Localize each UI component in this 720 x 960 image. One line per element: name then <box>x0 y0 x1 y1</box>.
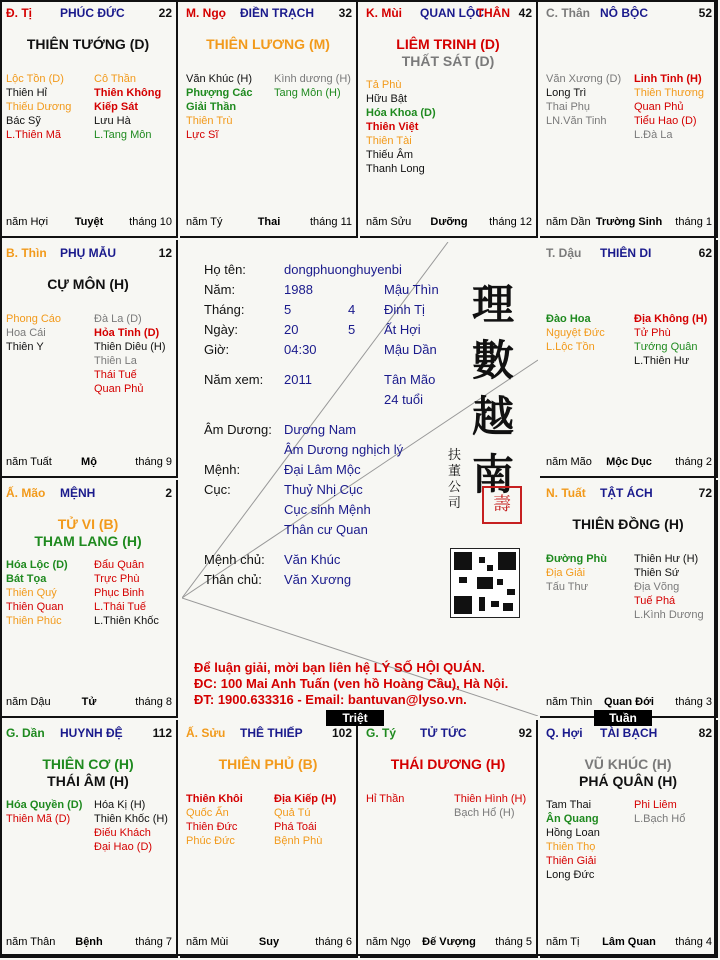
month-value: 5 <box>284 302 292 317</box>
minor-star: L.Đà La <box>634 129 673 141</box>
palace-footer <box>546 216 712 230</box>
day-value: 20 <box>284 322 299 337</box>
palace-phase: Quan Đới <box>604 696 654 708</box>
minor-stars-left <box>6 312 61 354</box>
palace-footer <box>6 936 172 950</box>
palace-phase: Mộ <box>81 456 97 468</box>
minor-stars-left <box>6 558 68 628</box>
minor-star: Bác Sỹ <box>6 115 41 127</box>
minor-star: Nguyệt Đức <box>546 327 605 339</box>
minor-star: Kiếp Sát <box>94 101 139 113</box>
minor-star: Tang Môn (H) <box>274 87 341 99</box>
minor-star: L.Tang Môn <box>94 129 152 141</box>
minor-star: Đại Hao (D) <box>94 841 153 853</box>
main-stars <box>360 36 536 70</box>
year-can: Mậu Thìn <box>384 282 439 297</box>
palace-can: Ấ. Sửu <box>186 726 226 740</box>
month-label: Tháng: <box>204 302 245 317</box>
minor-star: Thai Phụ <box>546 101 591 113</box>
minor-star: Thiên Hình (H) <box>454 793 527 805</box>
palace-age: 92 <box>518 726 532 740</box>
minor-star: Quan Phủ <box>94 383 144 395</box>
palace-age: 82 <box>698 726 712 740</box>
palace-month: tháng 7 <box>135 936 172 948</box>
palace-year: năm Sửu <box>366 216 412 228</box>
palace-name: PHÚC ĐỨC <box>60 6 125 20</box>
palace-age: 72 <box>698 486 712 500</box>
view-age: 24 tuổi <box>384 392 424 407</box>
minor-star: L.Thiên Khốc <box>94 615 159 627</box>
hour-can: Mậu Dần <box>384 342 437 357</box>
minor-stars-right <box>274 72 351 100</box>
minor-stars-left <box>6 798 82 826</box>
main-stars <box>540 756 716 790</box>
minor-star: Quan Phủ <box>634 101 684 113</box>
minor-star: Thiên Tài <box>366 135 412 147</box>
day-label: Ngày: <box>204 322 238 337</box>
minor-star: Thiên Khốc (H) <box>94 813 168 825</box>
minor-star: Thiếu Dương <box>6 101 72 113</box>
main-star: THIÊN CƠ (H) <box>42 756 134 772</box>
minor-stars-left <box>546 552 607 594</box>
main-stars <box>540 516 716 533</box>
minor-stars-left <box>6 72 71 142</box>
palace-phase: Bệnh <box>75 936 103 948</box>
palace-month: tháng 11 <box>309 216 352 228</box>
thanchu-label: Thân chủ: <box>204 572 262 587</box>
minor-star: Giải Thần <box>186 101 237 113</box>
palace-age: 52 <box>698 6 712 20</box>
minor-star: L.Bạch Hổ <box>634 813 686 825</box>
palace-phase: Suy <box>258 936 280 948</box>
palace-phase: Tử <box>81 696 97 708</box>
palace-month: tháng 4 <box>675 936 712 948</box>
palace-year: năm Mùi <box>186 936 229 948</box>
minor-stars-left <box>546 312 605 354</box>
palace-header <box>6 726 172 742</box>
minor-star: Thiên Hư (H) <box>634 553 699 565</box>
minor-stars-left <box>546 72 621 128</box>
minor-star: Phục Binh <box>94 587 145 599</box>
minor-star: Phá Toái <box>274 821 317 833</box>
main-star: THÁI ÂM (H) <box>47 773 129 789</box>
palace-can: M. Ngọ <box>186 6 226 20</box>
palace-year: năm Hợi <box>6 216 49 228</box>
main-star: THIÊN TƯỚNG (D) <box>26 36 150 52</box>
minor-stars-right <box>94 558 159 628</box>
thanchu-value: Văn Xương <box>284 572 352 587</box>
minor-star: Long Đức <box>546 869 595 881</box>
calligraphy-char-2: 數 <box>472 336 515 385</box>
palace-age: 2 <box>165 486 172 500</box>
minor-star: Phúc Đức <box>186 835 235 847</box>
palace-month: tháng 5 <box>495 936 532 948</box>
minor-stars-right <box>94 312 166 396</box>
palace-header <box>546 486 712 502</box>
main-star: VŨ KHÚC (H) <box>584 756 672 772</box>
minor-star: Thiên Phúc <box>6 615 62 627</box>
palace-footer <box>546 456 712 470</box>
minor-stars-right <box>634 552 704 622</box>
minor-star: LN.Văn Tinh <box>546 115 607 127</box>
view-year-can: Tân Mão <box>384 372 436 387</box>
minor-star: Văn Xương (D) <box>546 73 622 85</box>
main-stars <box>0 276 176 293</box>
palace-footer <box>366 936 532 950</box>
contact-line-3: ĐT: 1900.633316 - Email: bantuvan@lyso.vn. <box>194 692 467 707</box>
hour-label: Giờ: <box>204 342 230 357</box>
minor-stars-right <box>94 798 168 854</box>
palace-header <box>6 246 172 262</box>
palace-dan <box>0 720 178 958</box>
minor-star: Thiên La <box>94 355 137 367</box>
minor-star: Thiên Mã (D) <box>6 813 71 825</box>
palace-month: tháng 12 <box>489 216 532 228</box>
minor-star: Thiếu Âm <box>366 149 414 161</box>
palace-phase: Tuyệt <box>74 216 104 228</box>
day-lunar: 5 <box>348 322 356 337</box>
palace-phase: Mộc Dục <box>606 456 652 468</box>
minor-star: Địa Giải <box>546 567 586 579</box>
main-star: THIÊN LƯƠNG (M) <box>206 36 330 52</box>
palace-ngo <box>180 0 358 238</box>
year-value: 1988 <box>284 282 313 297</box>
palace-name: THÊ THIẾP <box>240 726 303 740</box>
minor-star: Thiên Không <box>94 87 162 99</box>
minor-star: Thái Tuế <box>94 369 137 381</box>
cuc-value2: Cục sinh Mệnh <box>284 502 371 517</box>
palace-age: 42 <box>518 6 532 20</box>
cuc-value3: Thân cư Quan <box>284 522 368 537</box>
triet-tag: Triệt <box>326 710 384 726</box>
palace-age: 62 <box>698 246 712 260</box>
palace-hoi <box>540 720 718 958</box>
minor-star: Linh Tinh (H) <box>634 73 702 85</box>
palace-age: 32 <box>338 6 352 20</box>
minor-star: Bạch Hổ (H) <box>454 807 515 819</box>
minor-star: Quả Tú <box>274 807 311 819</box>
center-panel <box>182 242 538 716</box>
palace-tuat <box>540 480 718 718</box>
menh-value: Đại Lâm Mộc <box>284 462 361 477</box>
minor-star: Thiên Thương <box>634 87 705 99</box>
minor-star: Lưu Hà <box>94 115 131 127</box>
cuc-label: Cục: <box>204 482 231 497</box>
palace-footer <box>6 216 172 230</box>
qr-code[interactable] <box>450 548 520 618</box>
calligraphy-char-4: 南 <box>472 450 515 499</box>
minor-star: Phong Cáo <box>6 313 62 325</box>
minor-star: Hữu Bật <box>366 93 407 105</box>
palace-header <box>546 726 712 742</box>
palace-can: B. Thìn <box>6 246 47 260</box>
palace-header <box>6 6 172 22</box>
palace-header <box>366 726 532 742</box>
month-lunar: 4 <box>348 302 356 317</box>
main-star: CỰ MÔN (H) <box>47 276 129 292</box>
main-stars <box>180 36 356 53</box>
palace-header <box>546 246 712 262</box>
minor-star: Tướng Quân <box>634 341 698 353</box>
minor-star: Thiên Đức <box>186 821 238 833</box>
palace-header <box>546 6 712 22</box>
main-stars <box>180 756 356 773</box>
minor-star: Hóa Quyền (D) <box>6 799 83 811</box>
minor-star: Địa Võng <box>634 581 680 593</box>
palace-mui <box>360 0 538 238</box>
minor-star: Lực Sĩ <box>186 129 219 141</box>
main-stars <box>0 36 176 53</box>
palace-name: THIÊN DI <box>600 246 652 260</box>
minor-star: Lộc Tồn (D) <box>6 73 64 85</box>
palace-dau <box>540 240 718 478</box>
minor-star: Phi Liêm <box>634 799 677 811</box>
minor-stars-left <box>366 792 404 806</box>
palace-month: tháng 3 <box>675 696 712 708</box>
palace-phase: Dưỡng <box>430 216 468 228</box>
palace-year: năm Dần <box>546 216 591 228</box>
minor-star: Tam Thai <box>546 799 592 811</box>
minor-stars-right <box>454 792 526 820</box>
minor-star: Thiên Trù <box>186 115 233 127</box>
palace-year: năm Thân <box>6 936 56 948</box>
menhchu-value: Văn Khúc <box>284 552 341 567</box>
minor-star: Hỏa Tinh (D) <box>94 327 160 339</box>
minor-star: Văn Khúc (H) <box>186 73 253 85</box>
minor-star: Thiên Quý <box>6 587 57 599</box>
minor-star: L.Thái Tuế <box>94 601 146 613</box>
minor-star: Hóa Kị (H) <box>94 799 146 811</box>
palace-header <box>186 6 352 22</box>
main-stars <box>0 756 176 790</box>
palace-age: 102 <box>331 726 352 740</box>
minor-star: Tử Phù <box>634 327 671 339</box>
minor-star: Bát Tọa <box>6 573 47 585</box>
seal-stamp: 壽 <box>482 486 522 524</box>
main-star: TỬ VI (B) <box>57 516 119 532</box>
minor-star: Hoa Cái <box>6 327 46 339</box>
palace-month: tháng 9 <box>135 456 172 468</box>
minor-star: Long Trì <box>546 87 587 99</box>
minor-star: Quốc Ấn <box>186 807 229 819</box>
minor-star: Tấu Thư <box>546 581 589 593</box>
palace-can: Q. Hợi <box>546 726 583 740</box>
minor-star: Điếu Khách <box>94 827 151 839</box>
view-year-value: 2011 <box>284 372 312 387</box>
minor-stars-left <box>366 78 436 176</box>
minor-star: Địa Kiếp (H) <box>274 793 337 805</box>
minor-stars-right <box>274 792 336 848</box>
minor-stars-left <box>186 72 253 142</box>
palace-ty <box>360 720 538 958</box>
year-label: Năm: <box>204 282 236 297</box>
minor-star: Kình dương (H) <box>274 73 351 85</box>
palace-can: T. Dậu <box>546 246 582 260</box>
palace-year: năm Tý <box>186 216 223 228</box>
palace-year: năm Tuất <box>6 456 52 468</box>
palace-footer <box>186 216 352 230</box>
palace-year: năm Tị <box>546 936 580 948</box>
amduong-value: Dương Nam <box>284 422 357 437</box>
minor-star: Thiên Hỉ <box>6 87 47 99</box>
minor-stars-right <box>634 312 707 368</box>
palace-header <box>186 726 352 742</box>
main-star: LIÊM TRINH (D) <box>396 36 500 52</box>
palace-phase: Thai <box>257 216 281 228</box>
minor-star: Địa Không (H) <box>634 313 708 325</box>
minor-stars-right <box>94 72 161 142</box>
calligraphy-char-1: 理 <box>472 280 515 329</box>
minor-star: Trực Phù <box>94 573 140 585</box>
tuan-tag: Tuần <box>594 710 652 726</box>
cuc-value: Thuỷ Nhị Cục <box>284 482 363 497</box>
main-stars <box>0 516 176 550</box>
minor-star: Đẩu Quân <box>94 559 145 571</box>
palace-footer <box>186 936 352 950</box>
palace-can: Đ. Tị <box>6 6 32 20</box>
minor-star: Đào Hoa <box>546 313 591 325</box>
palace-thin <box>0 240 178 478</box>
palace-can: C. Thân <box>546 6 590 20</box>
minor-star: Cô Thần <box>94 73 136 85</box>
month-can: Đinh Tị <box>384 302 425 317</box>
palace-age: 12 <box>158 246 172 260</box>
minor-stars-right <box>634 72 704 142</box>
name-label: Họ tên: <box>204 262 246 277</box>
hour-value: 04:30 <box>284 342 317 357</box>
main-star: THÁI DƯƠNG (H) <box>390 756 506 772</box>
palace-suu <box>180 720 358 958</box>
minor-star: L.Thiên Mã <box>6 129 62 141</box>
main-stars <box>360 756 536 773</box>
palace-age: 22 <box>158 6 172 20</box>
minor-star: Thiên Giải <box>546 855 597 867</box>
minor-star: Hồng Loan <box>546 827 600 839</box>
palace-age: 112 <box>152 726 172 740</box>
menh-label: Mệnh: <box>204 462 241 477</box>
side-vertical-text: 扶 董 公 司 <box>448 448 462 511</box>
than-marker: THÂN <box>476 6 510 20</box>
palace-mao <box>0 480 178 718</box>
palace-can: Ấ. Mão <box>6 486 46 500</box>
palace-header <box>366 6 532 22</box>
palace-footer <box>546 936 712 950</box>
amduong-label: Âm Dương: <box>204 422 272 437</box>
palace-name: PHỤ MẪU <box>60 246 116 260</box>
name-value: dongphuonghuyenbi <box>284 262 402 277</box>
minor-star: Thiên Sứ <box>634 567 680 579</box>
minor-star: L.Thiên Hư <box>634 355 690 367</box>
minor-star: Phượng Các <box>186 87 253 99</box>
palace-can: K. Mùi <box>366 6 402 20</box>
minor-star: Thiên Diêu (H) <box>94 341 166 353</box>
palace-phase: Lâm Quan <box>602 936 656 948</box>
palace-name: ĐIỀN TRẠCH <box>240 6 314 20</box>
palace-name: NÔ BỘC <box>600 6 648 20</box>
minor-star: Thiên Y <box>6 341 44 353</box>
palace-year: năm Mão <box>546 456 592 468</box>
palace-name: QUAN LỘC <box>420 6 484 20</box>
palace-can: G. Tý <box>366 726 397 740</box>
minor-star: Bệnh Phù <box>274 835 323 847</box>
minor-stars-left <box>186 792 243 848</box>
minor-star: L.Lộc Tồn <box>546 341 595 353</box>
minor-star: L.Kình Dương <box>634 609 704 621</box>
palace-name: TÀI BẠCH <box>600 726 658 740</box>
palace-footer <box>546 696 712 710</box>
palace-year: năm Dậu <box>6 696 51 708</box>
palace-footer <box>6 456 172 470</box>
minor-star: Thiên Việt <box>366 121 419 133</box>
minor-star: Ân Quang <box>546 813 599 825</box>
minor-star: Hóa Lộc (D) <box>6 559 68 571</box>
minor-star: Thiên Quan <box>6 601 64 613</box>
contact-line-1: Để luận giải, mời bạn liên hệ LÝ SỐ HỘI QUÁN. <box>194 660 485 675</box>
menhchu-label: Mệnh chủ: <box>204 552 265 567</box>
minor-star: Tuế Phá <box>634 595 676 607</box>
palace-can: N. Tuất <box>546 486 586 500</box>
palace-header <box>6 486 172 502</box>
contact-line-2: ĐC: 100 Mai Anh Tuấn (ven hồ Hoàng Cầu), Hà Nội. <box>194 676 509 691</box>
palace-month: tháng 1 <box>675 216 712 228</box>
palace-ti <box>0 0 178 238</box>
palace-name: HUYNH ĐỆ <box>60 726 123 740</box>
palace-name: MỆNH <box>60 486 96 500</box>
day-can: Ất Hợi <box>384 322 421 337</box>
main-star: PHÁ QUÂN (H) <box>579 773 677 789</box>
main-star: THIÊN ĐỒNG (H) <box>572 516 684 532</box>
palace-month: tháng 10 <box>129 216 172 228</box>
palace-footer <box>366 216 532 230</box>
palace-name: TẬT ÁCH <box>600 486 653 500</box>
palace-name: TỬ TỨC <box>420 726 467 740</box>
minor-star: Thiên Thọ <box>546 841 596 853</box>
minor-star: Thanh Long <box>366 163 425 175</box>
palace-month: tháng 8 <box>135 696 172 708</box>
palace-footer <box>6 696 172 710</box>
view-year-label: Năm xem: <box>204 372 264 387</box>
palace-phase: Trường Sinh <box>595 216 663 228</box>
minor-stars-right <box>634 798 685 826</box>
minor-stars-left <box>546 798 600 882</box>
palace-can: G. Dần <box>6 726 45 740</box>
amduong-value2: Âm Dương nghịch lý <box>284 442 404 457</box>
main-star: THAM LANG (H) <box>34 533 142 549</box>
minor-star: Thiên Khôi <box>186 793 243 805</box>
minor-star: Hóa Khoa (D) <box>366 107 436 119</box>
minor-star: Hỉ Thần <box>366 793 405 805</box>
minor-star: Tả Phù <box>366 79 402 91</box>
palace-month: tháng 6 <box>315 936 352 948</box>
main-star: THẤT SÁT (D) <box>401 53 495 69</box>
palace-month: tháng 2 <box>675 456 712 468</box>
minor-star: Đường Phù <box>546 553 607 565</box>
minor-star: Đà La (D) <box>94 313 142 325</box>
palace-than <box>540 0 718 238</box>
main-star: THIÊN PHỦ (B) <box>218 756 318 772</box>
minor-star: Tiểu Hao (D) <box>634 115 697 127</box>
palace-year: năm Ngọ <box>366 936 411 948</box>
palace-year: năm Thìn <box>546 696 593 708</box>
calligraphy-char-3: 越 <box>472 392 515 441</box>
palace-phase: Đế Vượng <box>422 936 476 948</box>
